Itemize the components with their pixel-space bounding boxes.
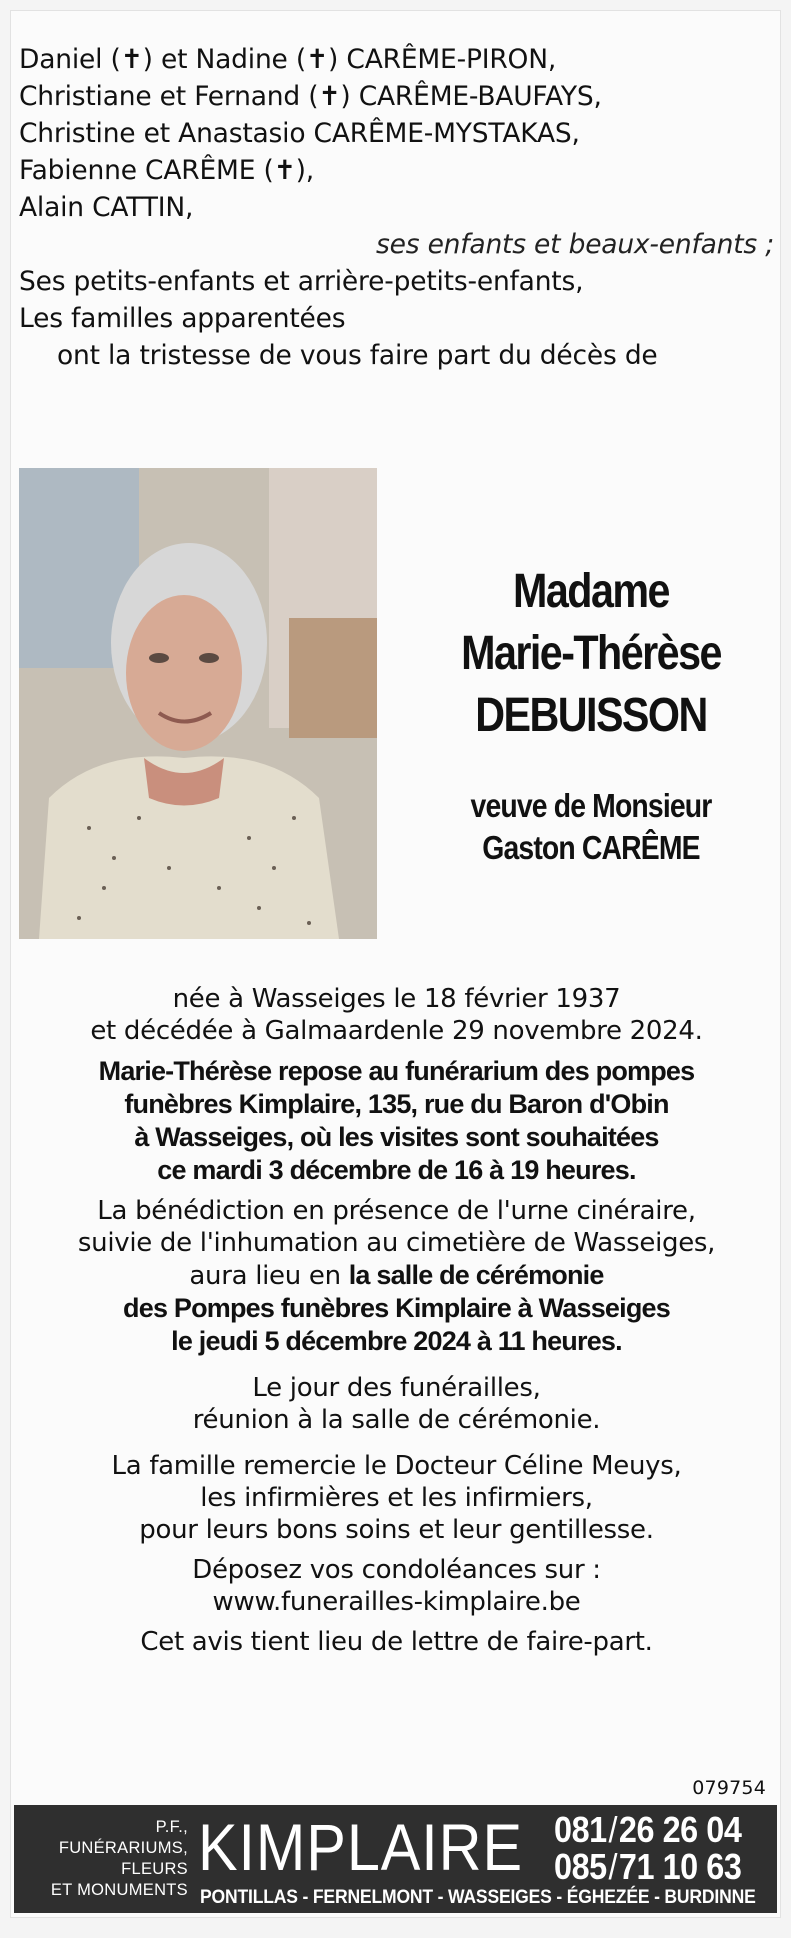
service-item: P.F.,	[155, 1818, 188, 1836]
ceremony-date: le jeudi 5 décembre 2024 à 11 heures.	[171, 1326, 622, 1356]
announcement-line: ont la tristesse de vous faire part du décès de	[57, 340, 658, 371]
phone-row	[554, 1848, 752, 1885]
brand-logo-text: KIMPLAIRE	[198, 1810, 523, 1884]
phone-number: 26 26 04	[618, 1809, 742, 1850]
family-list	[19, 41, 774, 374]
ceremony-line: suivie de l'inhumation au cimetière de Wasseiges,	[77, 1228, 716, 1258]
repose-line: funèbres Kimplaire, 135, rue du Baron d'Obin	[124, 1089, 669, 1119]
widow-line: veuve de Monsieur	[470, 787, 712, 824]
death-line: et décédée à Galmaardenle 29 novembre 2024.	[90, 1016, 703, 1046]
children-label: ses enfants et beaux-enfants ;	[376, 229, 774, 260]
thanks-line: pour leurs bons soins et leur gentillesse.	[139, 1515, 654, 1545]
family-line: Christine et Anastasio CARÊME-MYSTAKAS,	[19, 118, 580, 149]
family-line: Christiane et Fernand (✝) CARÊME-BAUFAYS,	[19, 81, 602, 112]
ceremony-bold: la salle de cérémonie	[348, 1260, 604, 1290]
birth-line: née à Wasseiges le 18 février 1937	[172, 984, 621, 1014]
portrait-illustration	[19, 468, 377, 939]
repose-block	[19, 1055, 774, 1187]
family-line: Daniel (✝) et Nadine (✝) CARÊME-PIRON,	[19, 44, 557, 75]
service-item: ET MONUMENTS	[50, 1881, 188, 1899]
phone-row	[554, 1811, 752, 1848]
phone-prefix: 085	[554, 1846, 607, 1887]
condolences-link[interactable]: www.funerailles-kimplaire.be	[212, 1587, 581, 1617]
notice-body	[19, 983, 774, 1658]
thanks-line: les infirmières et les infirmiers,	[200, 1483, 593, 1513]
phone-prefix: 081	[554, 1809, 607, 1850]
repose-line: à Wasseiges, où les visites sont souhaitées	[134, 1122, 659, 1152]
repose-line: ce mardi 3 décembre de 16 à 19 heures.	[157, 1155, 636, 1185]
ceremony-venue	[19, 1259, 774, 1292]
services-list	[20, 1817, 188, 1901]
notice-line: Cet avis tient lieu de lettre de faire-part.	[140, 1627, 653, 1657]
service-item: FUNÉRARIUMS,	[58, 1839, 188, 1857]
deceased-portrait	[19, 468, 377, 939]
meeting-line: Le jour des funérailles,	[252, 1373, 541, 1403]
thanks-line: La famille remercie le Docteur Céline Meuys,	[111, 1451, 682, 1481]
ceremony-line: La bénédiction en présence de l'urne cinéraire,	[97, 1196, 696, 1226]
phone-number: 71 10 63	[618, 1846, 742, 1887]
grandchildren-line: Ses petits-enfants et arrière-petits-enfants,	[19, 266, 584, 297]
family-line: Alain CATTIN,	[19, 192, 194, 223]
spouse-name: Gaston CARÊME	[482, 829, 700, 866]
divider: /	[608, 1846, 618, 1887]
family-line: Fabienne CARÊME (✝),	[19, 155, 314, 186]
ceremony-date-line	[19, 1325, 774, 1358]
ceremony-place: des Pompes funèbres Kimplaire à Wasseiges	[123, 1293, 670, 1323]
ceremony-plain: aura lieu en	[189, 1261, 349, 1291]
relatives-line: Les familles apparentées	[19, 303, 346, 334]
condolences-label: Déposez vos condoléances sur :	[192, 1555, 601, 1585]
deceased-title: Madame	[513, 565, 669, 618]
reference-number: 079754	[692, 1777, 766, 1799]
divider: /	[608, 1809, 618, 1850]
widow-of	[432, 785, 750, 869]
meeting-line: réunion à la salle de cérémonie.	[192, 1405, 601, 1435]
deceased-first-name: Marie-Thérèse	[461, 627, 721, 680]
deceased-name-block	[406, 561, 776, 869]
service-item: FLEURS	[121, 1860, 188, 1878]
funeral-home-banner	[14, 1805, 777, 1913]
obituary-notice	[10, 10, 781, 1918]
ceremony-line-bold	[19, 1292, 774, 1325]
locations-list: PONTILLAS - FERNELMONT - WASSEIGES - ÉGHEZÉE - BURDINNE	[200, 1886, 756, 1908]
repose-line: Marie-Thérèse repose au funérarium des pompes	[98, 1056, 695, 1086]
phone-numbers	[554, 1811, 774, 1885]
deceased-last-name: DEBUISSON	[475, 689, 707, 742]
